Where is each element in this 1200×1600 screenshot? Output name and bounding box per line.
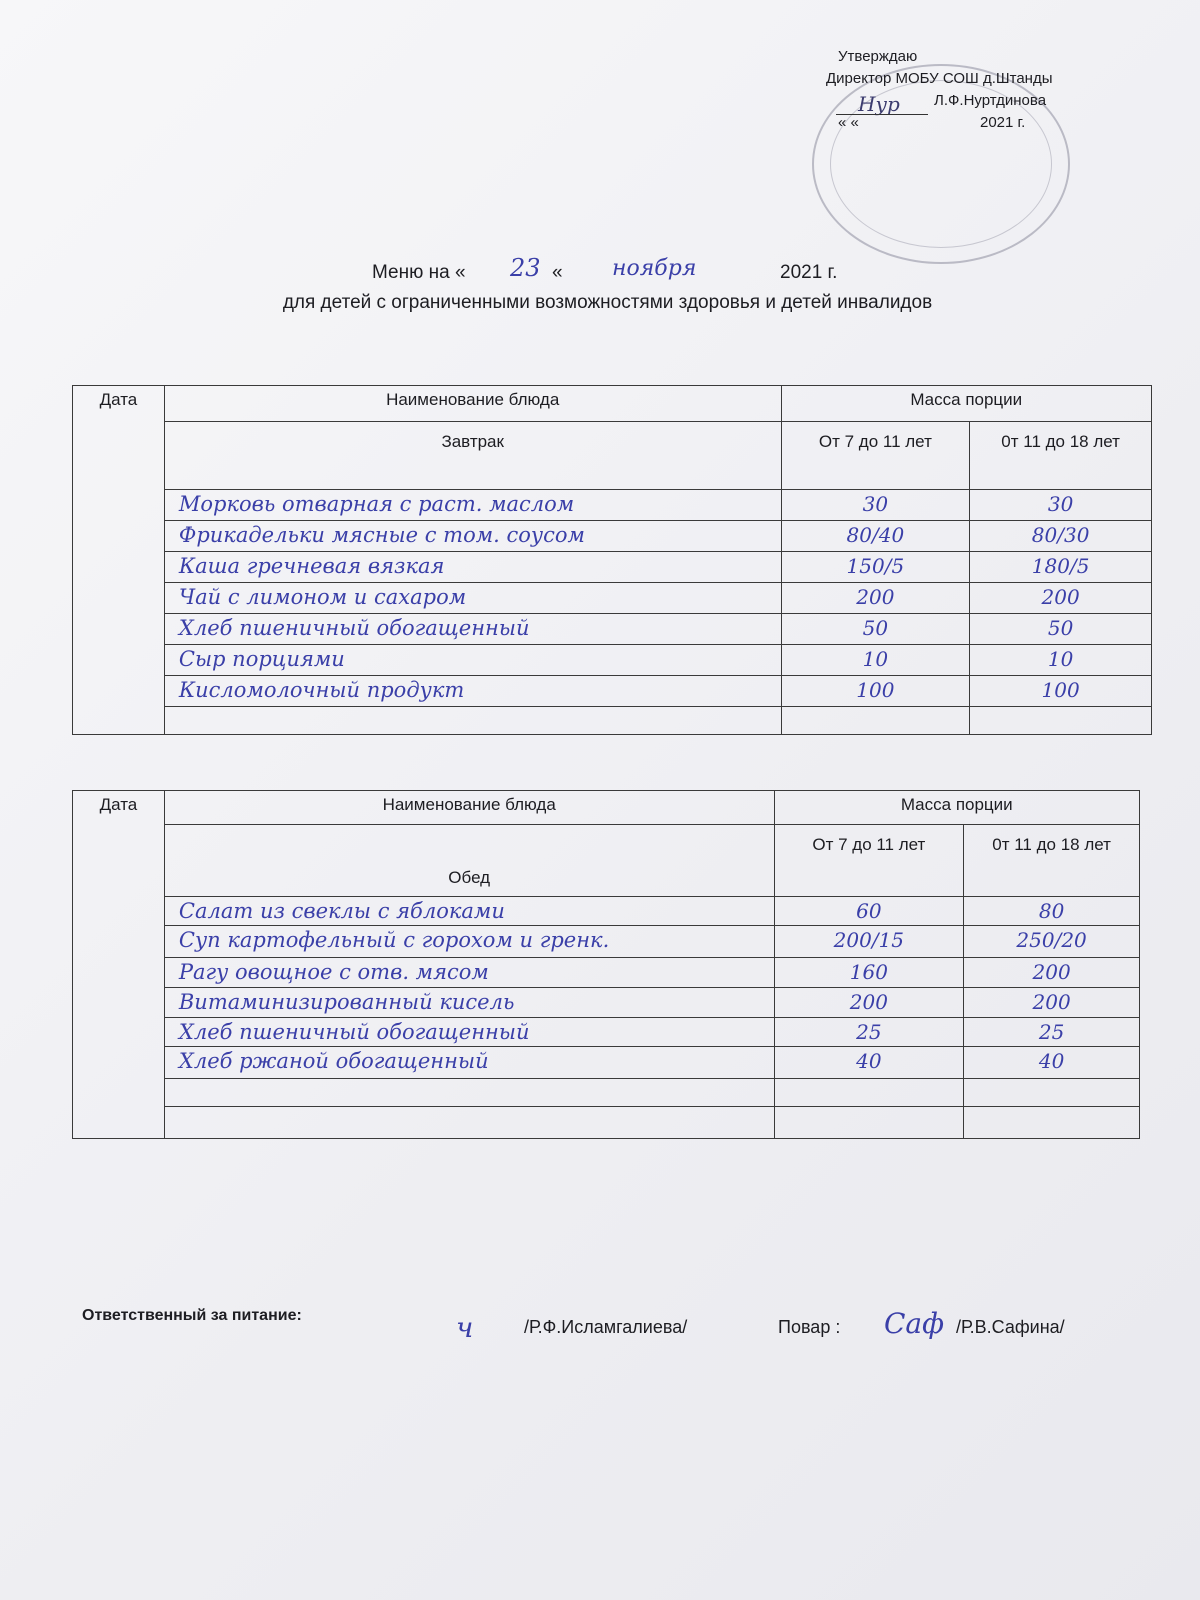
table-row bbox=[73, 707, 1152, 735]
approval-date bbox=[826, 112, 1156, 134]
approval-date-quotes: « « bbox=[838, 114, 859, 131]
cook-label: Повар : bbox=[778, 1317, 841, 1337]
approval-block bbox=[826, 46, 1156, 134]
lunch-table bbox=[72, 790, 1140, 1139]
portion-11-18: 40 bbox=[964, 1047, 1140, 1079]
meal-label: Завтрак bbox=[164, 422, 781, 490]
portion-11-18: 180/5 bbox=[970, 552, 1152, 583]
dish-name bbox=[164, 1079, 774, 1107]
portion-7-11: 150/5 bbox=[781, 552, 970, 583]
director-signature: Нур bbox=[858, 92, 900, 116]
portion-11-18: 250/20 bbox=[964, 926, 1140, 958]
table-row bbox=[73, 583, 1152, 614]
menu-subtitle: для детей с ограниченными возможностями здоровья и детей инвалидов bbox=[282, 292, 933, 313]
portion-11-18: 10 bbox=[970, 645, 1152, 676]
approval-year: 2021 г. bbox=[980, 114, 1026, 131]
portion-11-18 bbox=[964, 1107, 1140, 1139]
cook-name: /Р.В.Сафина/ bbox=[956, 1317, 1065, 1337]
portion-7-11 bbox=[774, 1079, 964, 1107]
dish-name bbox=[164, 707, 781, 735]
portion-7-11: 30 bbox=[781, 490, 970, 521]
table-row bbox=[73, 1047, 1140, 1079]
table-row bbox=[73, 897, 1140, 926]
age-group-11-18: 0т 11 до 18 лет bbox=[964, 825, 1140, 897]
portion-11-18: 80 bbox=[964, 897, 1140, 926]
approval-position: Директор МОБУ СОШ д.Штанды bbox=[826, 70, 1053, 87]
portion-11-18: 50 bbox=[970, 614, 1152, 645]
dish-name: Салат из свеклы с яблоками bbox=[164, 897, 774, 926]
dish-name: Суп картофельный с горохом и гренк. bbox=[164, 926, 774, 958]
table-row bbox=[73, 1079, 1140, 1107]
breakfast-table bbox=[72, 385, 1152, 735]
responsible-signature: ч bbox=[456, 1311, 474, 1344]
portion-7-11: 200/15 bbox=[774, 926, 964, 958]
portion-11-18 bbox=[970, 707, 1152, 735]
date-header: Дата bbox=[73, 386, 165, 735]
table-row bbox=[73, 958, 1140, 988]
dish-name: Каша гречневая вязкая bbox=[164, 552, 781, 583]
title-quote: « bbox=[552, 262, 563, 283]
portion-11-18: 200 bbox=[970, 583, 1152, 614]
portion-11-18: 30 bbox=[970, 490, 1152, 521]
portion-7-11: 200 bbox=[774, 988, 964, 1018]
portion-11-18: 25 bbox=[964, 1018, 1140, 1047]
dish-header: Наименование блюда bbox=[164, 386, 781, 422]
portion-11-18: 80/30 bbox=[970, 521, 1152, 552]
table-row bbox=[73, 676, 1152, 707]
table-row bbox=[73, 521, 1152, 552]
dish-name: Морковь отварная с раст. маслом bbox=[164, 490, 781, 521]
table-row bbox=[73, 490, 1152, 521]
portion-7-11: 200 bbox=[781, 583, 970, 614]
portion-7-11: 160 bbox=[774, 958, 964, 988]
portion-11-18 bbox=[964, 1079, 1140, 1107]
mass-header: Масса порции bbox=[781, 386, 1152, 422]
dish-name: Чай с лимоном и сахаром bbox=[164, 583, 781, 614]
portion-11-18: 200 bbox=[964, 958, 1140, 988]
table-row bbox=[73, 645, 1152, 676]
age-group-7-11: От 7 до 11 лет bbox=[781, 422, 970, 490]
table-row bbox=[73, 988, 1140, 1018]
dish-name: Сыр порциями bbox=[164, 645, 781, 676]
portion-7-11: 10 bbox=[781, 645, 970, 676]
title-prefix: Меню на « bbox=[372, 262, 466, 283]
responsible-name: /Р.Ф.Исламгалиева/ bbox=[524, 1317, 688, 1337]
age-group-7-11: От 7 до 11 лет bbox=[774, 825, 964, 897]
date-header: Дата bbox=[73, 791, 165, 1139]
table-row bbox=[73, 926, 1140, 958]
portion-11-18: 100 bbox=[970, 676, 1152, 707]
title-year: 2021 г. bbox=[780, 262, 838, 283]
title-day: 23 bbox=[510, 254, 541, 282]
dish-name: Витаминизированный кисель bbox=[164, 988, 774, 1018]
portion-7-11: 60 bbox=[774, 897, 964, 926]
mass-header: Масса порции bbox=[774, 791, 1140, 825]
portion-7-11: 25 bbox=[774, 1018, 964, 1047]
dish-name: Кисломолочный продукт bbox=[164, 676, 781, 707]
portion-7-11: 40 bbox=[774, 1047, 964, 1079]
cook-signature: Саф bbox=[884, 1307, 945, 1340]
portion-7-11: 100 bbox=[781, 676, 970, 707]
dish-name: Хлеб пшеничный обогащенный bbox=[164, 614, 781, 645]
table-row bbox=[73, 614, 1152, 645]
meal-label: Обед bbox=[164, 825, 774, 897]
portion-7-11 bbox=[774, 1107, 964, 1139]
table-row bbox=[73, 1018, 1140, 1047]
dish-header: Наименование блюда bbox=[164, 791, 774, 825]
portion-7-11: 50 bbox=[781, 614, 970, 645]
dish-name: Рагу овощное с отв. мясом bbox=[164, 958, 774, 988]
dish-name: Хлеб ржаной обогащенный bbox=[164, 1047, 774, 1079]
portion-7-11: 80/40 bbox=[781, 521, 970, 552]
approval-name: Л.Ф.Нуртдинова bbox=[934, 92, 1047, 109]
portion-7-11 bbox=[781, 707, 970, 735]
approval-heading: Утверждаю bbox=[838, 48, 918, 65]
portion-11-18: 200 bbox=[964, 988, 1140, 1018]
title-month: ноября bbox=[612, 256, 697, 281]
dish-name bbox=[164, 1107, 774, 1139]
table-row bbox=[73, 1107, 1140, 1139]
responsible-label: Ответственный за питание: bbox=[82, 1307, 302, 1324]
dish-name: Фрикадельки мясные с том. соусом bbox=[164, 521, 781, 552]
dish-name: Хлеб пшеничный обогащенный bbox=[164, 1018, 774, 1047]
table-row bbox=[73, 552, 1152, 583]
age-group-11-18: 0т 11 до 18 лет bbox=[970, 422, 1152, 490]
